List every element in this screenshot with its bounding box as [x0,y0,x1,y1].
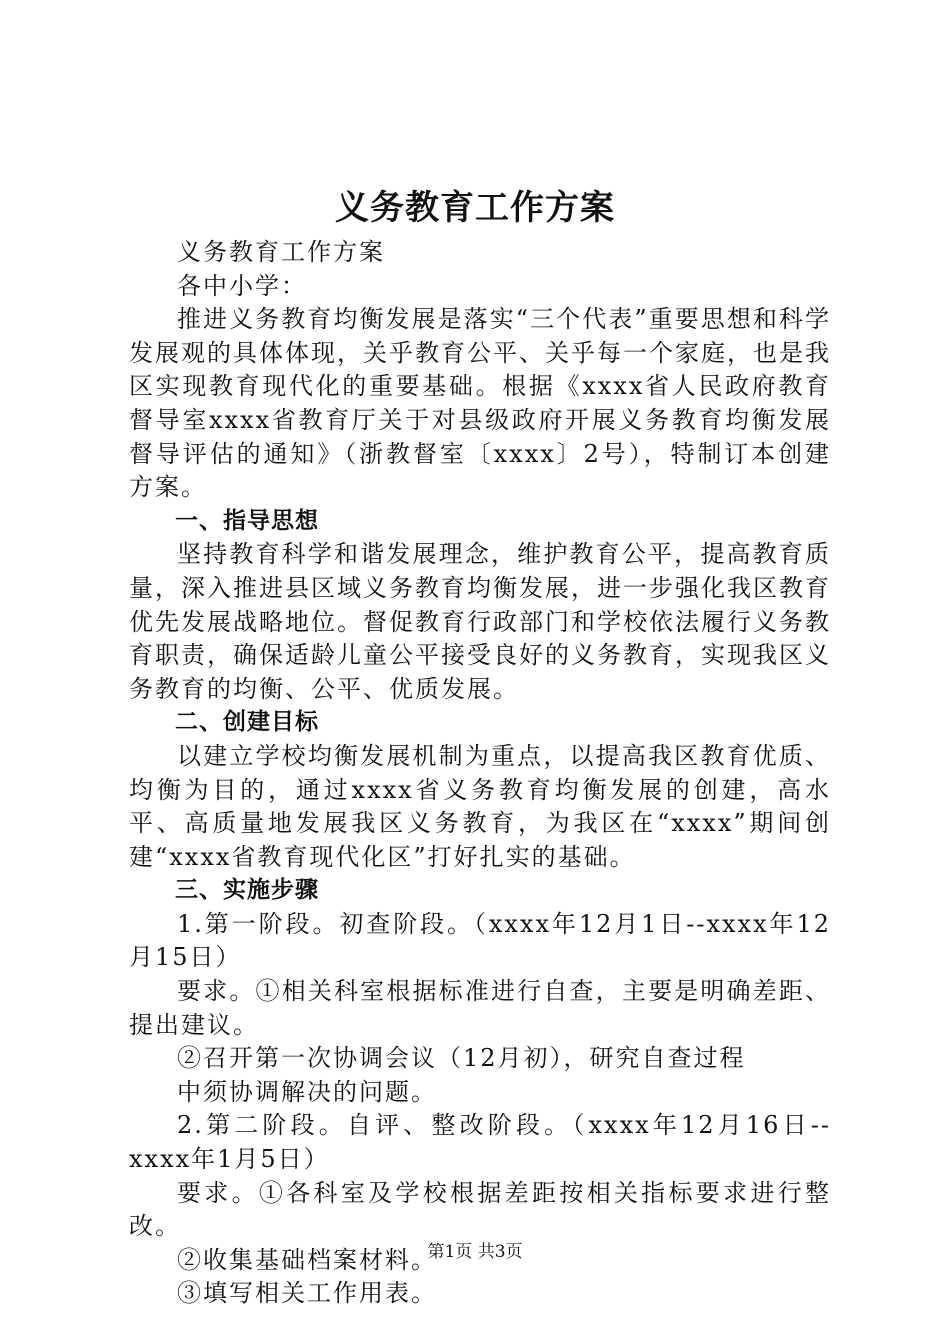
document-title: 义务教育工作方案 [335,188,615,228]
section-heading-steps: 三、实施步骤 [175,877,319,904]
step-1-item-2-continued: 中须协调解决的问题。 [177,1077,437,1106]
salutation: 各中小学： [177,271,307,300]
intro-paragraph: 推进义务教育均衡发展是落实“三个代表”重要思想和科学发展观的具体体现，关乎教育公平、关乎每一个家庭，也是我区实现教育现代化的重要基础。根据《xxxx省人民政府教育督导室xxxx省教育厅关于对县级政府开展义务教育均衡发展督导评估的通知》（浙教督室〔xxxx〕2号），特制订本创建方案。 [129,305,831,502]
document-body [129,236,831,1311]
step-1-requirement: 要求。①相关科室根据标准进行自查，主要是明确差距、提出建议。 [129,977,831,1039]
guiding-ideology-paragraph: 坚持教育科学和谐发展理念，维护教育公平，提高教育质量，深入推进县区域义务教育均衡发展，进一步强化我区教育优先发展战略地位。督促教育行政部门和学校依法履行义务教育职责，确保适龄儿童公平接受良好的义务教育，实现我区义务教育的均衡、公平、优质发展。 [129,540,831,703]
subtitle-line: 义务教育工作方案 [177,238,385,266]
step-2-heading: 2.第二阶段。自评、整改阶段。（xxxx年12月16日--xxxx年1月5日） [129,1111,831,1174]
step-2-item-3: ③填写相关工作用表。 [177,1279,437,1308]
section-heading-guiding-ideology: 一、指导思想 [175,507,319,534]
step-2-item-2: ②收集基础档案材料。 [177,1245,437,1274]
section-heading-goals: 二、创建目标 [175,709,319,736]
page-footer: 第1页 共3页 [427,1242,523,1262]
step-2-requirement: 要求。①各科室及学校根据差距按相关指标要求进行整改。 [129,1178,831,1241]
step-1-heading: 1.第一阶段。初查阶段。（xxxx年12月1日--xxxx年12月15日） [129,909,831,972]
goals-paragraph: 以建立学校均衡发展机制为重点，以提高我区教育优质、均衡为目的，通过xxxx省义务教育均衡发展的创建，高水平、高质量地发展我区义务教育，为我区在“xxxx”期间创建“xxxx省教育现代化区”打好扎实的基础。 [129,741,831,871]
step-1-item-2: ②召开第一次协调会议（12月初），研究自查过程 [177,1044,746,1073]
